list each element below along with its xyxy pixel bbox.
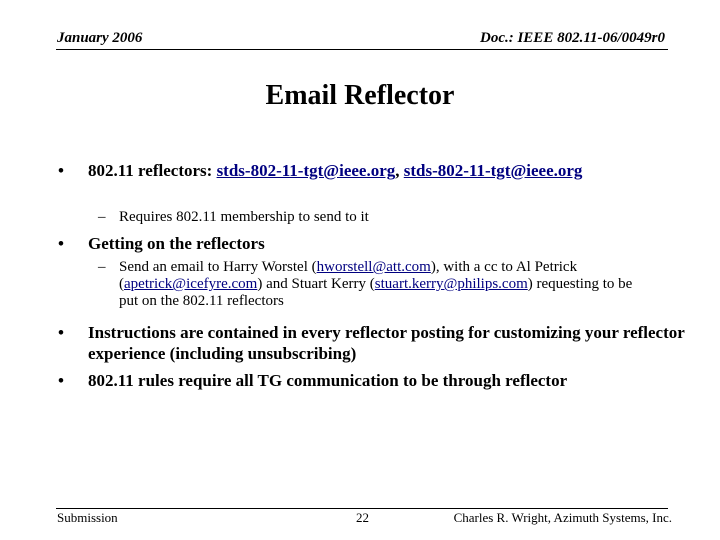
header-rule <box>56 49 668 50</box>
bullet-getting-on-text: Getting on the reflectors <box>88 234 265 253</box>
dash-icon: – <box>98 259 106 275</box>
bullet-rules-text: 802.11 rules require all TG communication to be through reflector <box>88 371 568 390</box>
sub-bullet-send-email-part-3: ) and Stuart Kerry ( <box>257 276 375 292</box>
sub-bullet-send-email <box>98 259 638 310</box>
footer-submission: Submission <box>57 510 118 525</box>
bullet-icon: • <box>58 323 64 342</box>
bullet-reflectors-prefix: 802.11 reflectors: <box>88 161 217 180</box>
reflector-email-link-1[interactable]: stds-802-11-tgt@ieee.org <box>216 161 396 180</box>
sub-bullet-send-email-part-1: Send an email to Harry Worstel ( <box>119 259 317 275</box>
footer-author: Charles R. Wright, Azimuth Systems, Inc. <box>453 510 672 525</box>
bullet-instructions-text: Instructions are contained in every reflector posting for customizing your reflector experience (including unsubscribing) <box>88 323 685 363</box>
bullet-icon: • <box>58 161 64 180</box>
sub-bullet-send-email-part-2: ), with a cc to Al Petrick ( <box>119 259 578 292</box>
header-doc-id: Doc.: IEEE 802.11-06/0049r0 <box>479 30 665 46</box>
bullet-icon: • <box>58 234 64 253</box>
bullet-instructions <box>58 322 688 364</box>
bullet-getting-on <box>58 233 678 254</box>
al-email-link[interactable]: apetrick@icefyre.com <box>124 276 258 292</box>
bullet-reflectors-separator: , <box>395 161 404 180</box>
sub-bullet-membership-text: Requires 802.11 membership to send to it <box>119 209 369 225</box>
sub-bullet-membership <box>98 209 658 226</box>
slide-title: Email Reflector <box>265 80 455 111</box>
stuart-email-link[interactable]: stuart.kerry@philips.com <box>374 276 528 292</box>
footer-page-number: 22 <box>356 510 369 525</box>
reflector-email-link-2[interactable]: stds-802-11-tgt@ieee.org <box>403 161 583 180</box>
dash-icon: – <box>98 209 106 225</box>
harry-email-link[interactable]: hworstell@att.com <box>316 259 431 275</box>
header-date: January 2006 <box>57 30 143 46</box>
bullet-rules <box>58 370 698 391</box>
sub-bullet-send-email-part-4: ) requesting to be put on the 802.11 reflectors <box>119 276 633 309</box>
footer-rule <box>56 508 668 509</box>
bullet-icon: • <box>58 371 64 390</box>
bullet-reflectors <box>58 160 678 181</box>
